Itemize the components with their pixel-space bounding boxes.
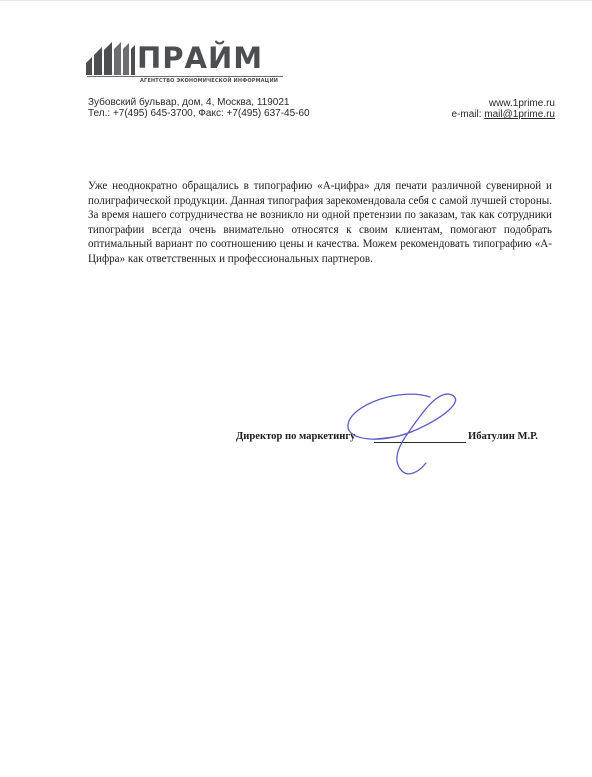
email-link[interactable]: mail@1prime.ru <box>484 109 555 120</box>
letter-paragraph: Уже неоднократно обращались в типографию «А-цифра» для печати различной сувенирной и полиграфической продукции. Данная типография зарекомендовала себя с самой лучшей стороны. За время нашего сотрудничества не возникло ни одной претензии по заказам, так как сотрудники типографии всегда очень внимательно относятся к своим клиентам, помогают подобрать оптимальный вариант по соотношению цены и качества. Можем рекомендовать типографию «А-Цифра» как ответственных и профессиональных партнеров. <box>88 180 552 265</box>
signatory-name: Ибатулин М.Р. <box>468 431 538 442</box>
company-address: Зубовский бульвар, дом, 4, Москва, 119021 <box>88 97 290 108</box>
logo-tagline: АГЕНТСТВО ЭКОНОМИЧЕСКОЙ ИНФОРМАЦИИ <box>140 78 279 84</box>
company-website[interactable]: www.1prime.ru <box>488 98 555 109</box>
company-phones: Тел.: +7(495) 645-3700, Факс: +7(495) 637-45-60 <box>88 108 310 119</box>
signatory-title: Директор по маркетингу <box>236 431 356 442</box>
email-label: e-mail: <box>451 109 485 120</box>
handwritten-signature <box>338 389 464 481</box>
letter-body <box>88 179 552 267</box>
building-logo-icon <box>86 41 136 75</box>
company-email <box>451 109 555 121</box>
logo-divider <box>87 76 283 77</box>
logo-wordmark: ПРАЙМ <box>137 41 264 75</box>
company-logo <box>86 41 296 91</box>
